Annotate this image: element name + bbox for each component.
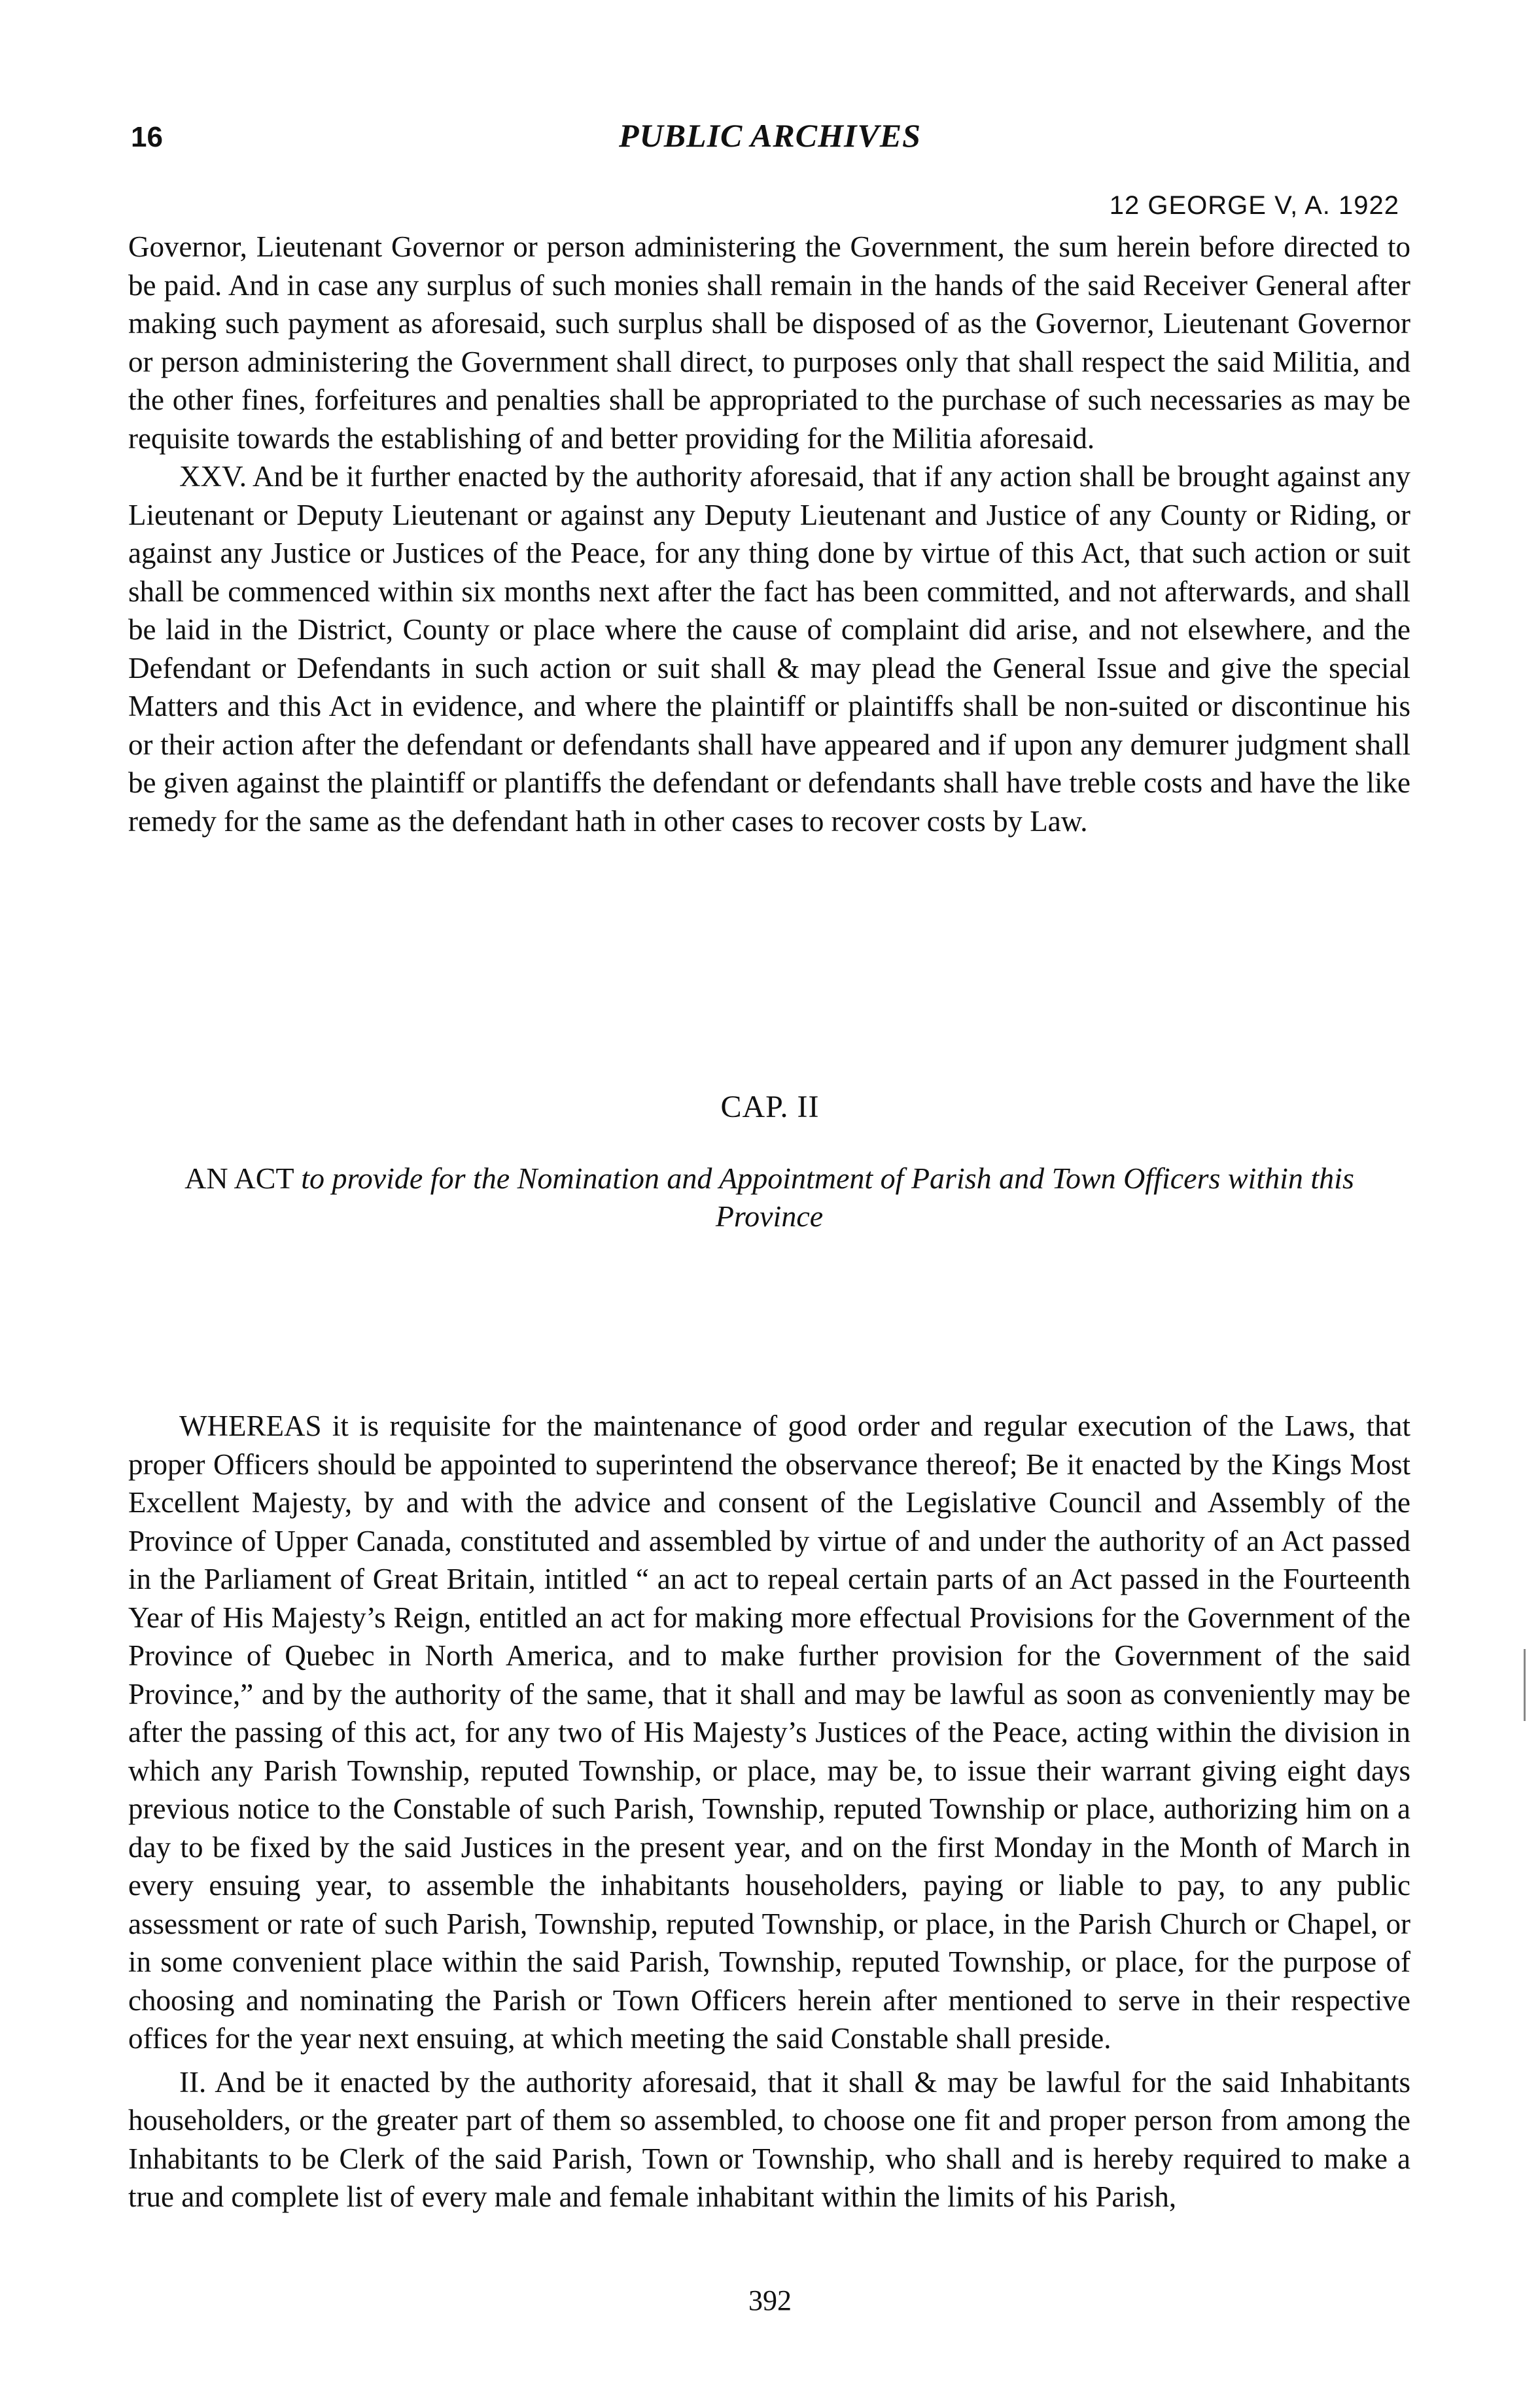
act-title <box>128 1160 1410 1235</box>
page-number: 16 <box>131 121 163 153</box>
paragraph-section-xxv: XXV. And be it further enacted by the authority aforesaid, that if any action shall be brought against any Lieutenant or Deputy Lieutenant or against any Deputy Lieutenant and Justice of any County or Riding, or against any Justice or Justices of the Peace, for any thing done by virtue of this Act, that such action or suit shall be commenced within six months next after the fact has been committed, and not afterwards, and shall be laid in the District, County or place where the cause of complaint did arise, and not elsewhere, and the Defendant or Defendants in such action or suit shall & may plead the General Issue and give the special Matters and this Act in evidence, and where the plaintiff or plaintiffs shall be non-suited or discontinue his or their action after the defendant or defendants shall have appeared and if upon any demurer judgment shall be given against the plaintiff or plantiffs the defendant or defendants shall have treble costs and have the like remedy for the same as the defendant hath in other cases to recover costs by Law. <box>128 460 1410 838</box>
act-title-rest: to provide for the Nomination and Appointment of Parish and Town Officers within this Province <box>301 1162 1354 1233</box>
session-reference: 12 GEORGE V, A. 1922 <box>1109 191 1399 220</box>
parish-officers-act-body <box>128 1407 1410 2216</box>
running-head: PUBLIC ARCHIVES <box>619 117 921 154</box>
chapter-heading: CAP. II <box>720 1090 820 1124</box>
militia-act-continuation <box>128 228 1410 840</box>
paragraph-section-ii: II. And be it enacted by the authority aforesaid, that it shall & may be lawful for the said Inhabitants householders, or the greater part of them so assembled, to choose one fit and proper person from among the Inhabitants to be Clerk of the said Parish, Town or Township, who shall and is hereby required to make a true and complete list of every male and female inhabitant within the limits of his Parish, <box>128 2065 1410 2213</box>
act-title-lead: AN ACT <box>184 1162 302 1195</box>
paragraph-whereas: WHEREAS it is requisite for the maintenance of good order and regular execution of the Laws, that proper Officers should be appointed to superintend the observance thereof; Be it enacted by the Kings Most Excellent Majesty, by and with the advice and consent of the Legislative Council and Assembly of the Province of Upper Canada, constituted and assembled by virtue of and under the authority of an Act passed in the Parliament of Great Britain, intitled “ an act to repeal certain parts of an Act passed in the Fourteenth Year of His Majesty’s Reign, entitled an act for making more effectual Provisions for the Government of the Province of Quebec in North America, and to make further provision for the Government of the said Province,” and by the authority of the same, that it shall and may be lawful as soon as conveniently may be after the passing of this act, for any two of His Majesty’s Justices of the Peace, acting within the division in which any Parish Township, reputed Township, or place, may be, to issue their warrant giving eight days previous notice to the Constable of such Parish, Township, reputed Township or place, authorizing him on a day to be fixed by the said Justices in the present year, and on the first Monday in the Month of March in every ensuing year, to assemble the inhabitants householders, paying or liable to pay, to any public assessment or rate of such Parish, Township, reputed Township, or place, in the Parish Church or Chapel, or in some convenient place within the said Parish, Township, reputed Township, or place, for the purpose of choosing and nominating the Parish or Town Officers herein after mentioned to serve in their respective offices for the year next ensuing, at which meeting the said Constable shall preside. <box>128 1410 1410 2055</box>
margin-mark <box>1524 1649 1526 1721</box>
folio-number: 392 <box>748 2284 792 2316</box>
paragraph-surplus-monies: Governor, Lieutenant Governor or person administering the Government, the sum herein before directed to be paid. And in case any surplus of such monies shall remain in the hands of the said Receiver General after making such payment as aforesaid, such surplus shall be disposed of as the Governor, Lieutenant Governor or person administering the Government shall direct, to purposes only that shall respect the said Militia, and the other fines, forfeitures and penalties shall be appropriated to the purchase of such necessaries as may be requisite towards the establishing of and better providing for the Militia aforesaid. <box>128 230 1410 455</box>
